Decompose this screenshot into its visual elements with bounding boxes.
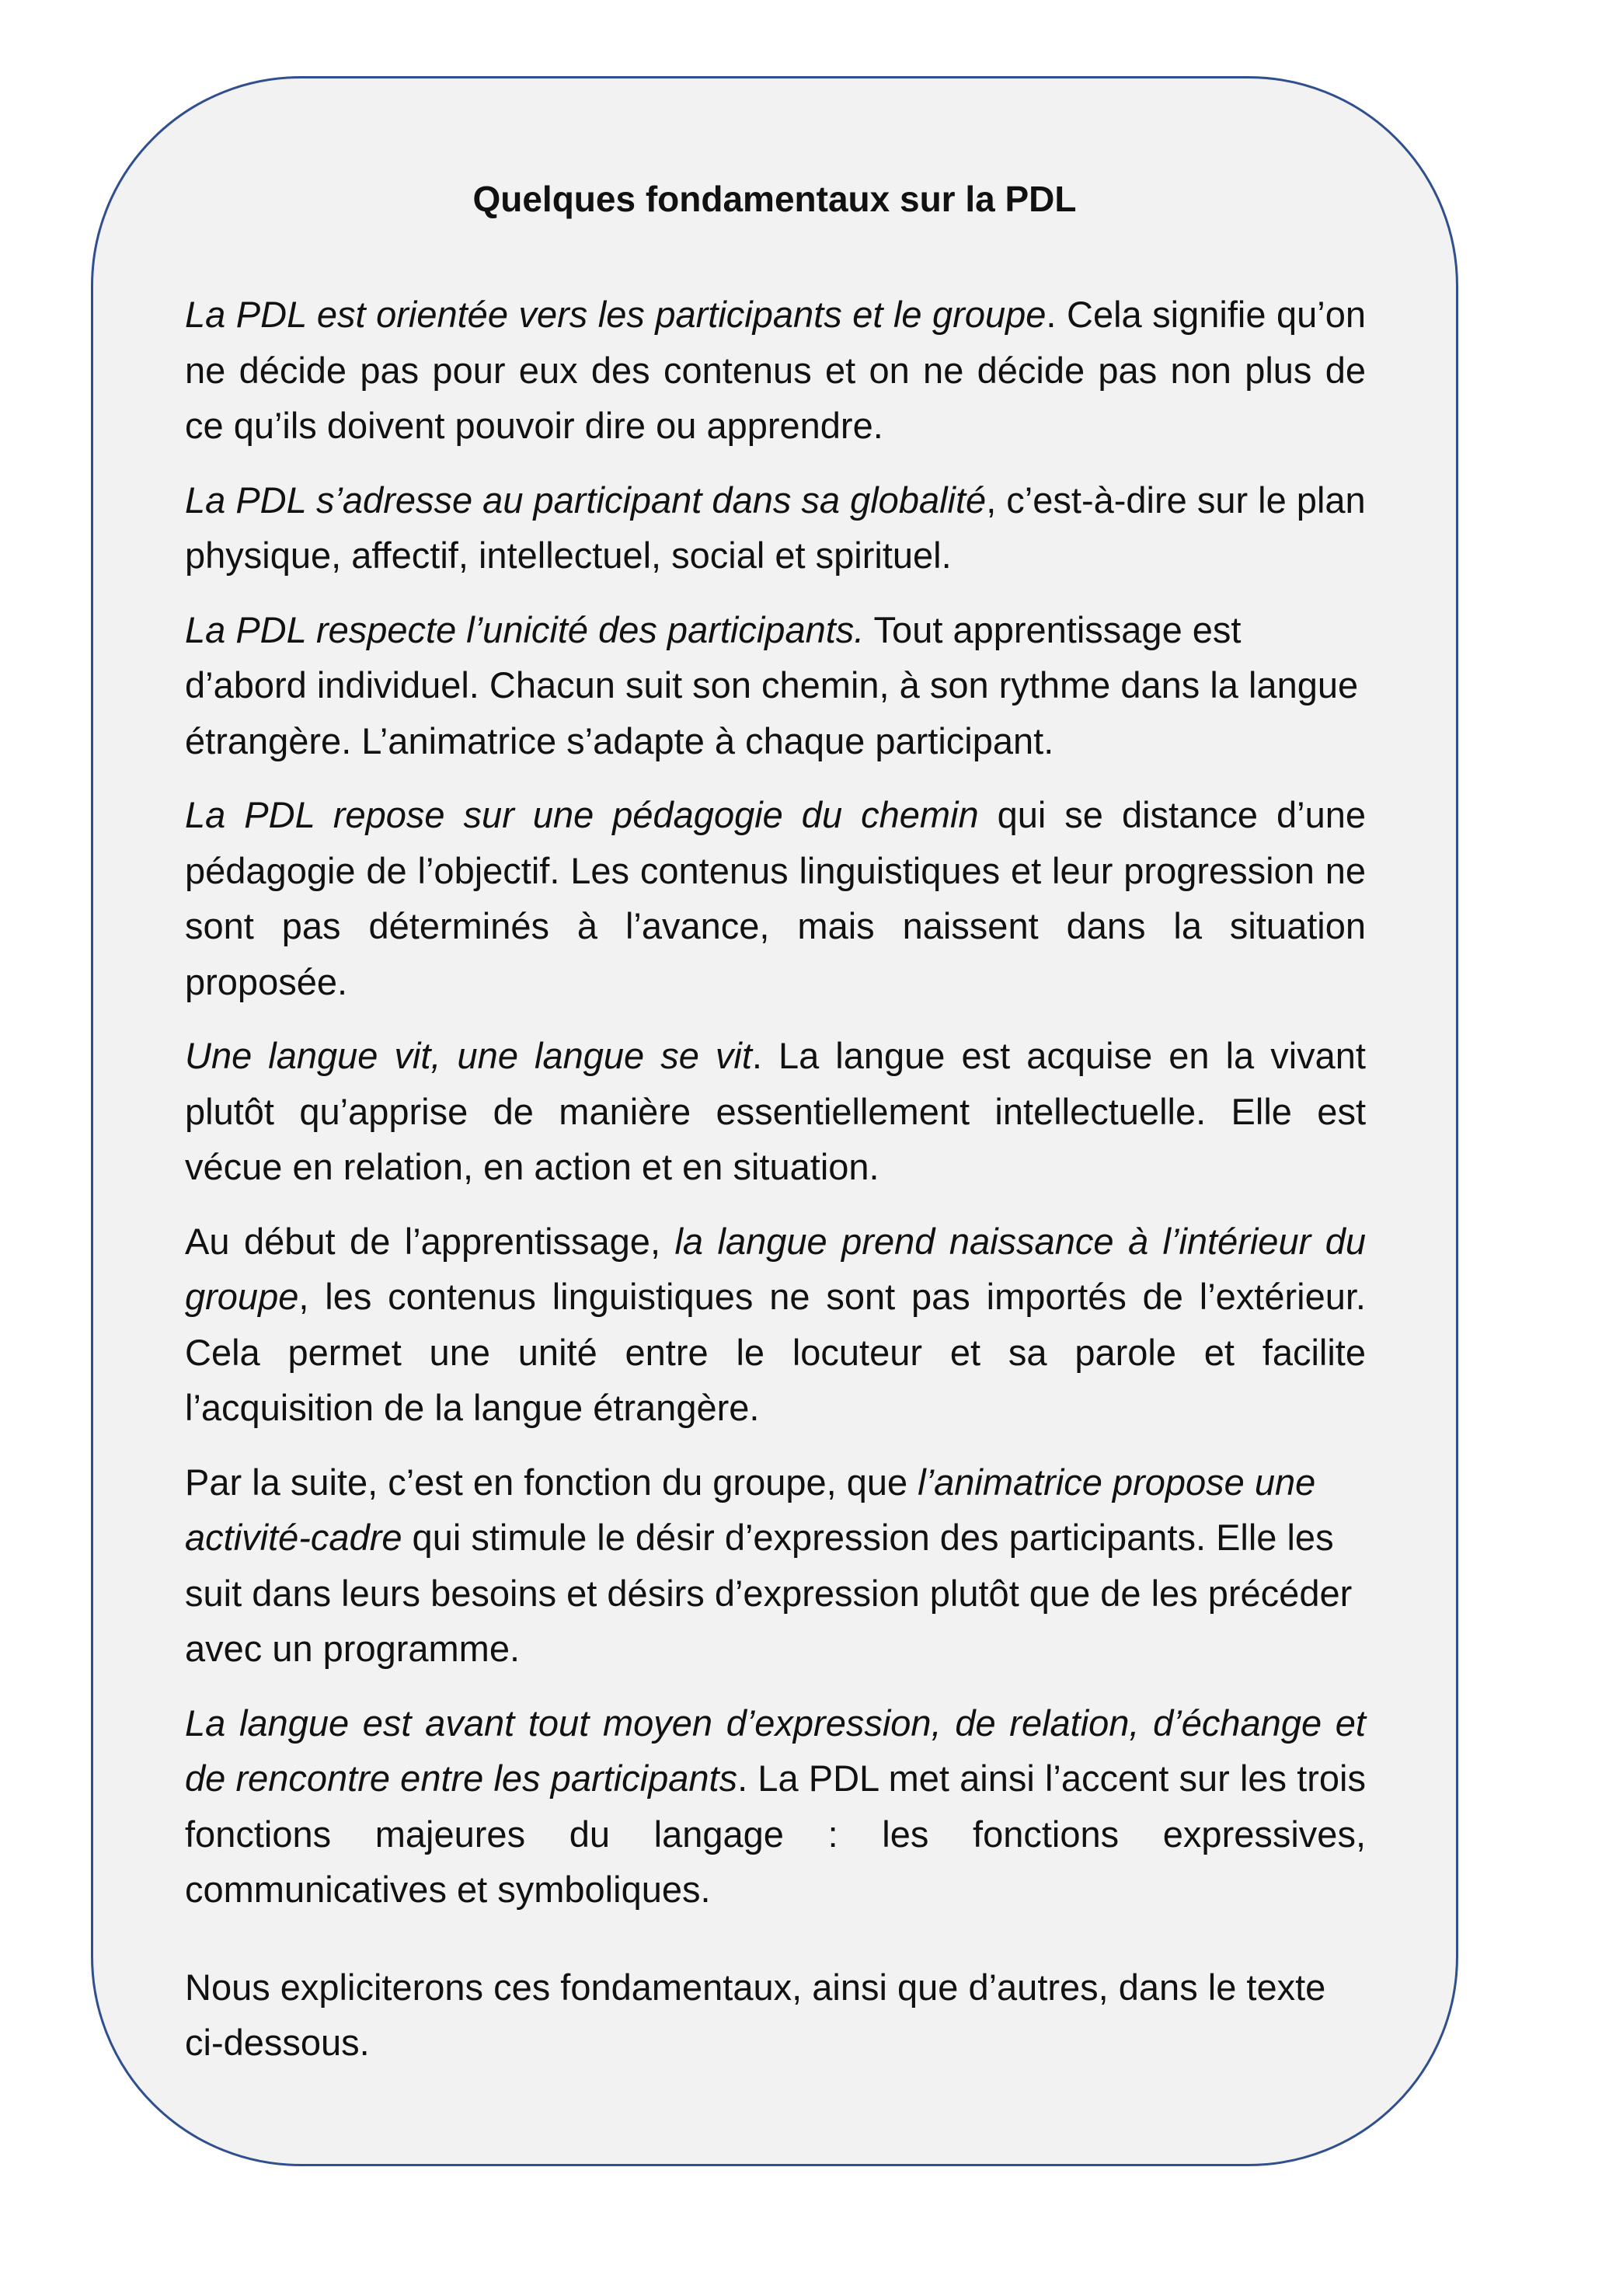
paragraph-language-functions xyxy=(185,1695,1366,1918)
paragraph-emphasis: La PDL repose sur une pédagogie du chemin xyxy=(185,794,979,835)
paragraph-emphasis: La PDL respecte l’unicité des participants. xyxy=(185,608,865,650)
paragraph-emphasis: la langue prend naissance à l’intérieur du groupe xyxy=(185,1220,1366,1317)
paragraph-text: Par la suite, c’est en fonction du groupe, que xyxy=(185,1461,918,1503)
paragraph-emphasis: La PDL est orientée vers les participants et le groupe xyxy=(185,294,1047,335)
paragraph-path-pedagogy xyxy=(185,787,1366,1009)
paragraph-group-origin xyxy=(185,1214,1366,1436)
paragraph-orientation xyxy=(185,287,1366,454)
paragraph-text: Nous expliciterons ces fondamentaux, ainsi que d’autres, dans le texte ci-dessous. xyxy=(185,1966,1326,2063)
paragraph-conclusion xyxy=(185,1960,1366,2071)
page-title: Quelques fondamentaux sur la PDL xyxy=(472,179,1077,219)
paragraph-text: Tout apprentissage est d’abord individuel. Chacun suit son chemin, à son rythme dans la langue étrangère. L’animatrice s’adapte à chaque participant. xyxy=(185,608,1359,761)
fundamentals-box xyxy=(91,76,1458,2166)
paragraph-text: . La langue est acquise en la vivant plutôt qu’apprise de manière essentiellement intellectuelle. Elle est vécue en relation, en action et en situation. xyxy=(185,1035,1366,1187)
paragraph-frame-activity xyxy=(185,1455,1366,1677)
paragraph-emphasis: Une langue vit, une langue se vit xyxy=(185,1035,752,1076)
paragraph-text: qui se distance d’une pédagogie de l’objectif. Les contenus linguistiques et leur progression ne sont pas déterminés à l’avance, mais naissent dans la situation proposée. xyxy=(185,794,1366,1002)
paragraph-uniqueness xyxy=(185,602,1366,769)
paragraph-text: . Cela signifie qu’on ne décide pas pour eux des contenus et on ne décide pas non plus de ce qu’ils doivent pouvoir dire ou apprendre. xyxy=(185,294,1366,446)
paragraph-text: , les contenus linguistiques ne sont pas importés de l’extérieur. Cela permet une unité entre le locuteur et sa parole et facilite l’acquisition de la langue étrangère. xyxy=(185,1276,1366,1428)
content-body xyxy=(185,287,1366,2089)
paragraph-text: . La PDL met ainsi l’accent sur les trois fonctions majeures du langage : les fonctions expressives, communicatives et symboliques. xyxy=(185,1758,1366,1910)
paragraph-living-language xyxy=(185,1028,1366,1195)
paragraph-emphasis: La langue est avant tout moyen d’expression, de relation, d’échange et de rencontre entre les participants xyxy=(185,1702,1366,1799)
paragraph-text: , c’est-à-dire sur le plan physique, affectif, intellectuel, social et spirituel. xyxy=(185,479,1366,576)
paragraph-text: qui stimule le désir d’expression des participants. Elle les suit dans leurs besoins et désirs d’expression plutôt que de les précéder avec un programme. xyxy=(185,1517,1353,1669)
paragraph-emphasis: La PDL s’adresse au participant dans sa globalité xyxy=(185,479,987,521)
paragraph-text: Au début de l’apprentissage, xyxy=(185,1220,675,1262)
paragraph-emphasis: l’animatrice propose une activité-cadre xyxy=(185,1461,1316,1558)
paragraph-globality xyxy=(185,472,1366,584)
